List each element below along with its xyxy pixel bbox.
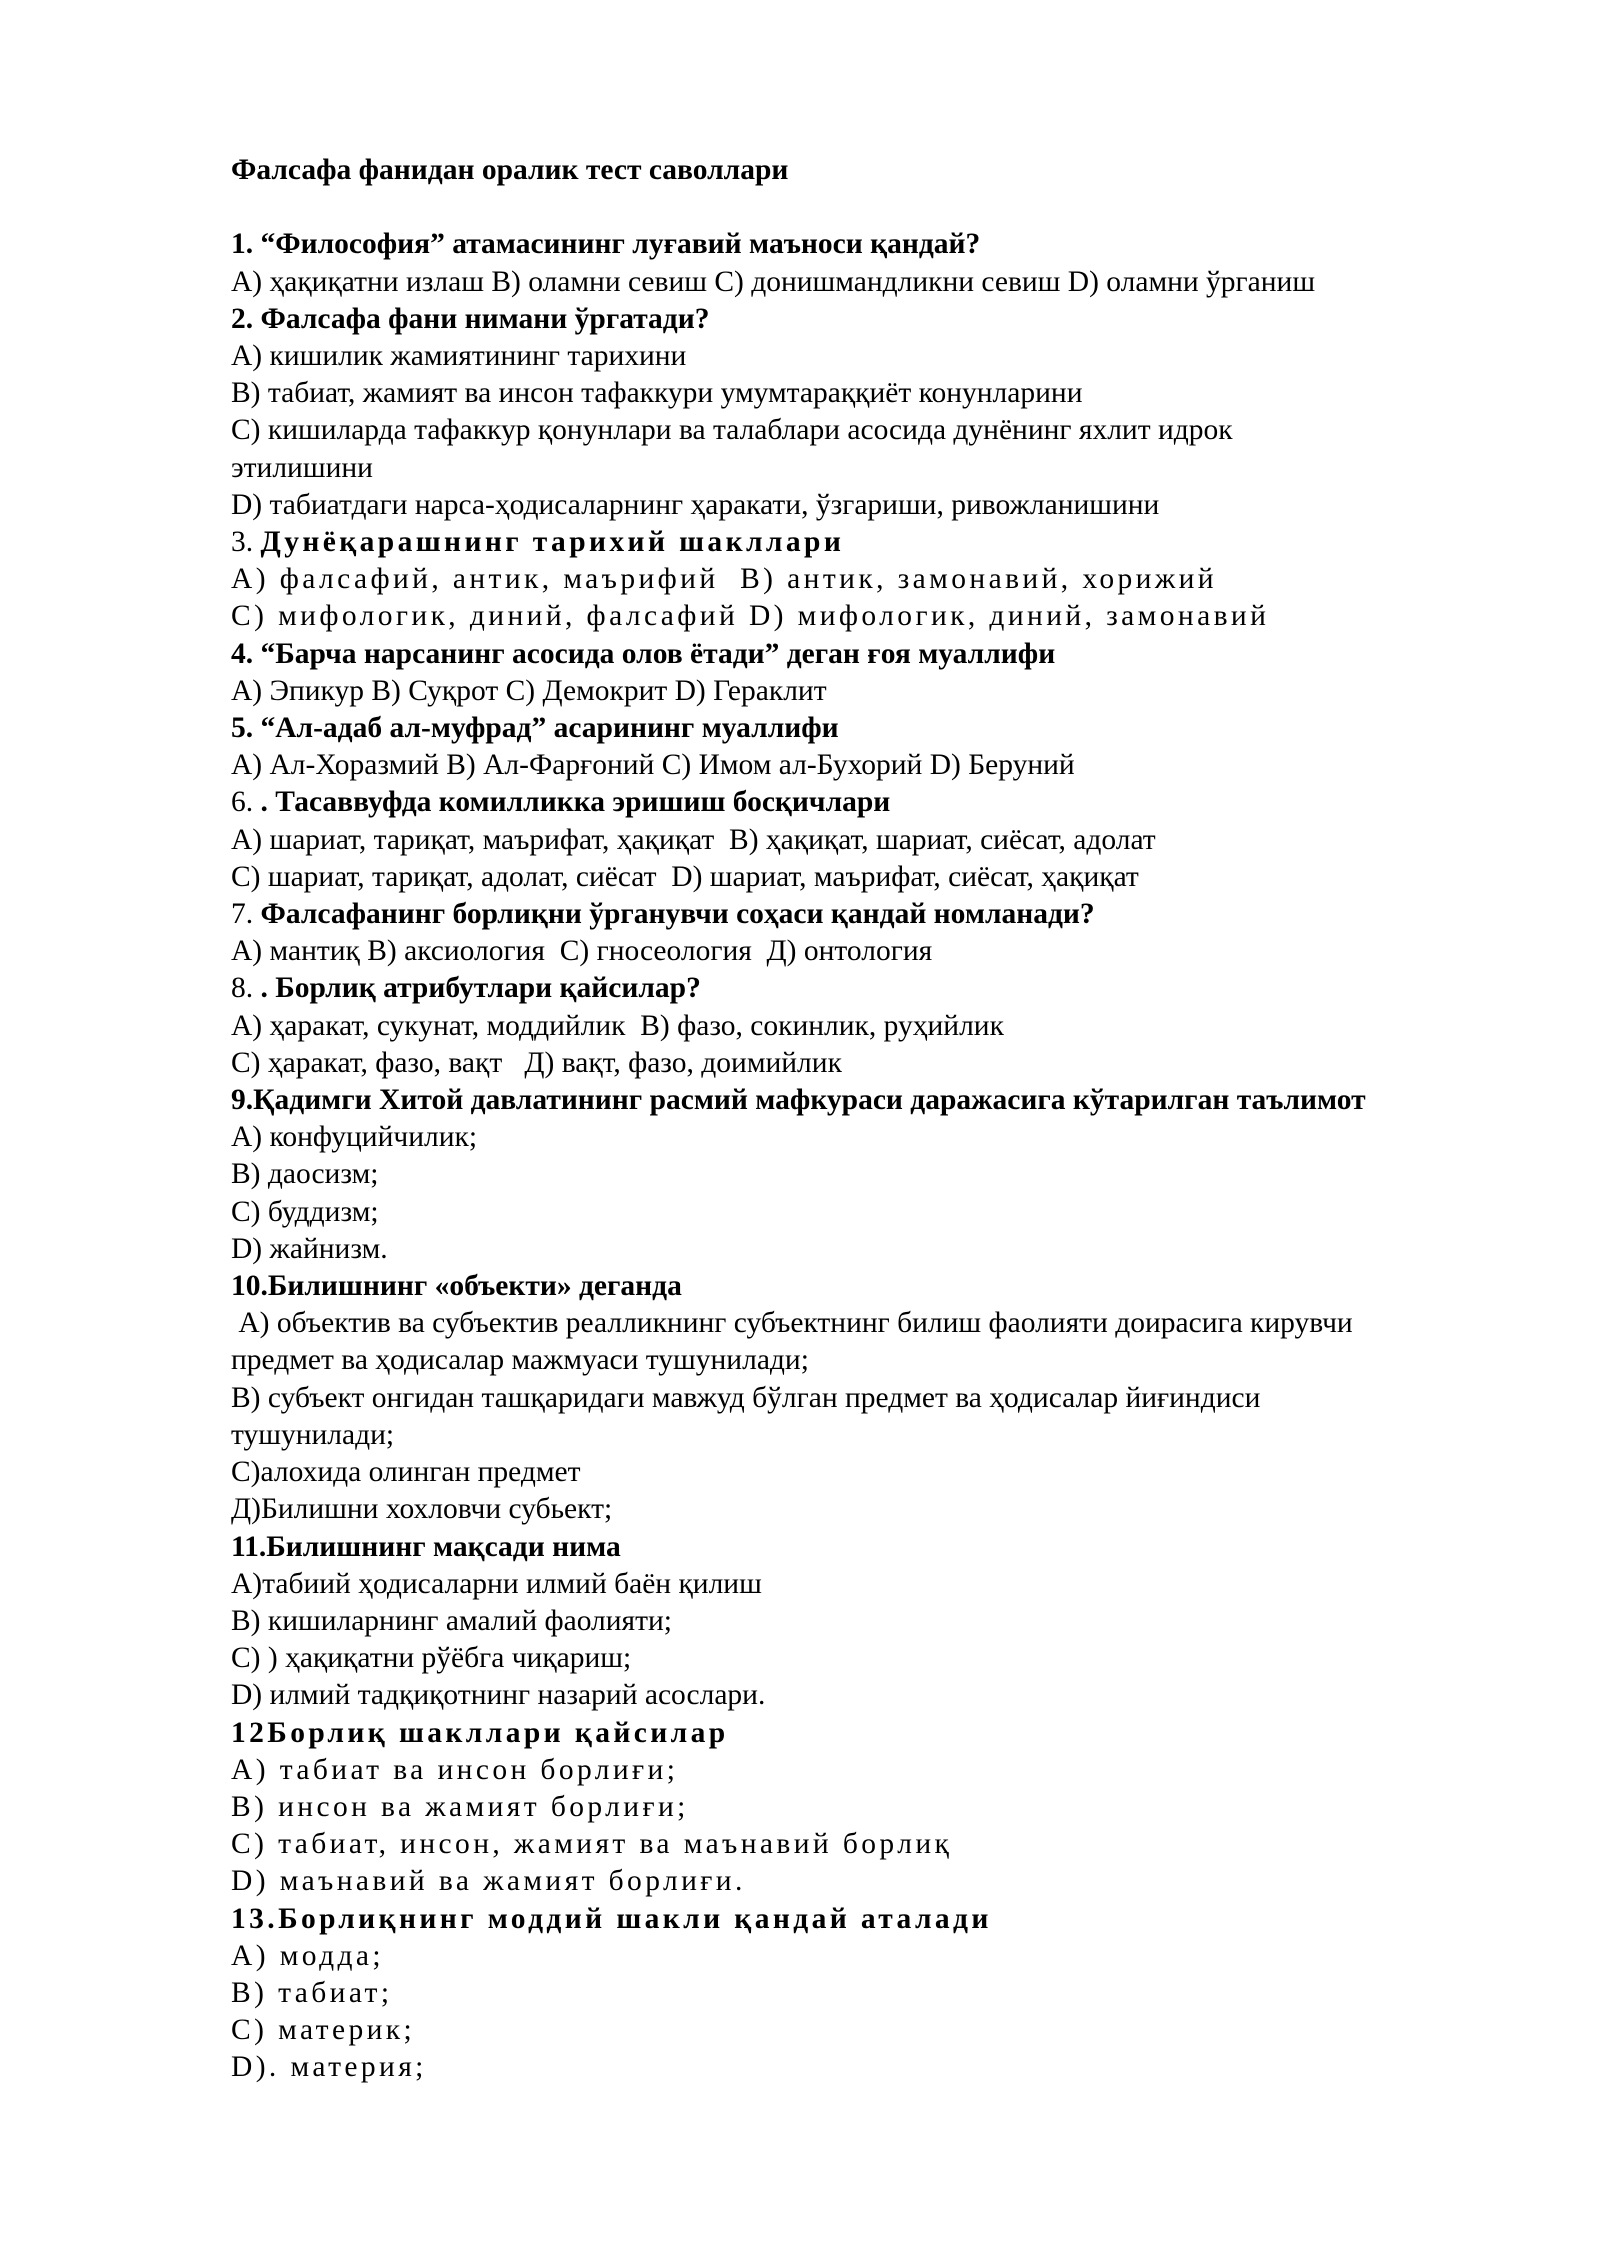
answer-option: A) ҳаракат, сукунат, моддийлик B) фазо, сокинлик, руҳийлик <box>231 1009 1004 1042</box>
answer-option: D). материя; <box>231 2051 427 2084</box>
answer-option: A) Ал-Хоразмий B) Ал-Фарғоний C) Имом ал-Бухорий D) Беруний <box>231 749 1075 782</box>
answer-option: A) конфуцийчилик; <box>231 1121 478 1154</box>
question-block <box>231 1529 1521 1715</box>
question-number: 8. <box>231 972 261 1005</box>
answer-option: D) илмий тадқиқотнинг назарий асослари. <box>231 1679 766 1712</box>
question-title: 10.Билишнинг «объекти» деганда <box>231 1270 682 1303</box>
question-block <box>231 1082 1521 1268</box>
question-block <box>231 1715 1521 1901</box>
question-block <box>231 1901 1521 2087</box>
question-title: Дунёқарашнинг тарихий шакллари <box>260 526 845 559</box>
answer-option: тушунилади; <box>231 1418 395 1451</box>
question-title: 12Борлиқ шакллари қайсилар <box>231 1716 729 1749</box>
answer-option: A) табиат ва инсон борлиғи; <box>231 1753 679 1786</box>
answer-option: этилишини <box>231 451 373 484</box>
question-block <box>231 636 1521 710</box>
question-text <box>231 1529 1521 1566</box>
question-block <box>231 301 1521 524</box>
answer-option: C)алохида олинган предмет <box>231 1456 581 1489</box>
document-body <box>231 152 1521 2087</box>
answer-option: B) кишиларнинг амалий фаолияти; <box>231 1604 673 1637</box>
question-list <box>231 226 1521 2086</box>
answer-option: B) инсон ва жамият борлиғи; <box>231 1790 689 1823</box>
answer-option: C) мифологик, диний, фалсафий D) мифологик, диний, замонавий <box>231 600 1270 633</box>
answer-option: A) мантиқ B) аксиология C) гносеология Д) онтология <box>231 935 933 968</box>
question-block <box>231 896 1521 970</box>
answer-option: A)табиий ҳодисаларни илмий баён қилиш <box>231 1567 762 1600</box>
answer-option: B) табиат, жамият ва инсон тафаккури умумтараққиёт конунларини <box>231 377 1083 410</box>
question-text <box>231 301 1521 338</box>
question-block <box>231 710 1521 784</box>
question-title: . Борлиқ атрибутлари қайсилар? <box>260 972 701 1005</box>
question-title: 1. “Философия” атамасининг луғавий маъноси қандай? <box>231 228 981 261</box>
question-title: 13.Борлиқнинг моддий шакли қандай аталади <box>231 1902 992 1935</box>
question-text <box>231 1715 1521 1752</box>
question-text <box>231 970 1521 1007</box>
question-block <box>231 226 1521 300</box>
answer-option: D) жайнизм. <box>231 1232 388 1265</box>
answer-option: D) маънавий ва жамият борлиғи. <box>231 1865 746 1898</box>
answer-option: Д)Билишни хохловчи субьект; <box>231 1493 613 1526</box>
question-text <box>231 896 1521 933</box>
answer-option: B) табиат; <box>231 1976 393 2009</box>
question-title: Фалсафанинг борлиқни ўрганувчи соҳаси қандай номланади? <box>260 898 1095 931</box>
question-title: 5. “Ал-адаб ал-муфрад” асарининг муаллифи <box>231 712 839 745</box>
answer-option: D) табиатдаги нарса-ҳодисаларнинг ҳаракати, ўзгариши, ривожланишини <box>231 488 1160 521</box>
answer-option: A) модда; <box>231 1939 384 1972</box>
question-text <box>231 1082 1521 1119</box>
answer-option: B) субъект онгидан ташқаридаги мавжуд бўлган предмет ва ҳодисалар йиғиндиси <box>231 1381 1261 1414</box>
answer-option: C) материк; <box>231 2014 416 2047</box>
answer-option: A) объектив ва субъектив реалликнинг субъектнинг билиш фаолияти доирасига кирувчи <box>231 1307 1353 1340</box>
answer-option: A) Эпикур B) Суқрот C) Демокрит D) Гераклит <box>231 674 827 707</box>
answer-option: C) табиат, инсон, жамият ва маънавий борлиқ <box>231 1828 953 1861</box>
answer-option: A) фалсафий, антик, маърифий B) антик, замонавий, хорижий <box>231 563 1217 596</box>
question-title: 2. Фалсафа фани нимани ўргатади? <box>231 302 710 335</box>
answer-option: C) ҳаракат, фазо, вақт Д) вақт, фазо, доимийлик <box>231 1046 842 1079</box>
answer-option: A) кишилик жамиятининг тарихини <box>231 340 687 372</box>
question-number: 3. <box>231 526 261 559</box>
question-title: . Тасаввуфда комилликка эришиш босқичлари <box>260 786 891 819</box>
answer-option: B) даосизм; <box>231 1158 379 1191</box>
question-text <box>231 524 1521 561</box>
answer-option: C) кишиларда тафаккур қонунлари ва талаблари асосида дунёнинг яхлит идрок <box>231 414 1233 447</box>
question-block <box>231 1268 1521 1528</box>
question-block <box>231 524 1521 636</box>
page-title: Фалсафа фанидан оралик тест саволлари <box>231 154 789 186</box>
answer-option: A) шариат, тариқат, маърифат, ҳақиқат B) ҳақиқат, шариат, сиёсат, адолат <box>231 823 1156 856</box>
answer-option: C) шариат, тариқат, адолат, сиёсат D) шариат, маърифат, сиёсат, ҳақиқат <box>231 860 1139 893</box>
question-text <box>231 636 1521 673</box>
question-text <box>231 226 1521 263</box>
question-title: 9.Қадимги Хитой давлатининг расмий мафкураси даражасига кўтарилган таълимот <box>231 1084 1366 1117</box>
question-number: 6. <box>231 786 261 819</box>
answer-option: C) буддизм; <box>231 1195 379 1228</box>
answer-option: предмет ва ҳодисалар мажмуаси тушунилади; <box>231 1344 809 1377</box>
question-title: 4. “Барча нарсанинг асосида олов ётади” деган ғоя муаллифи <box>231 637 1056 670</box>
answer-option: A) ҳақиқатни излаш B) оламни севиш C) донишмандликни севиш D) оламни ўрганиш <box>231 265 1316 298</box>
question-text <box>231 1901 1521 1938</box>
question-text <box>231 1268 1521 1305</box>
answer-option: C) ) ҳақиқатни рўёбга чиқариш; <box>231 1642 632 1675</box>
question-number: 7. <box>231 898 261 931</box>
question-block <box>231 784 1521 896</box>
question-text <box>231 710 1521 747</box>
question-title: 11.Билишнинг мақсади нима <box>231 1530 621 1563</box>
question-block <box>231 970 1521 1082</box>
question-text <box>231 784 1521 821</box>
